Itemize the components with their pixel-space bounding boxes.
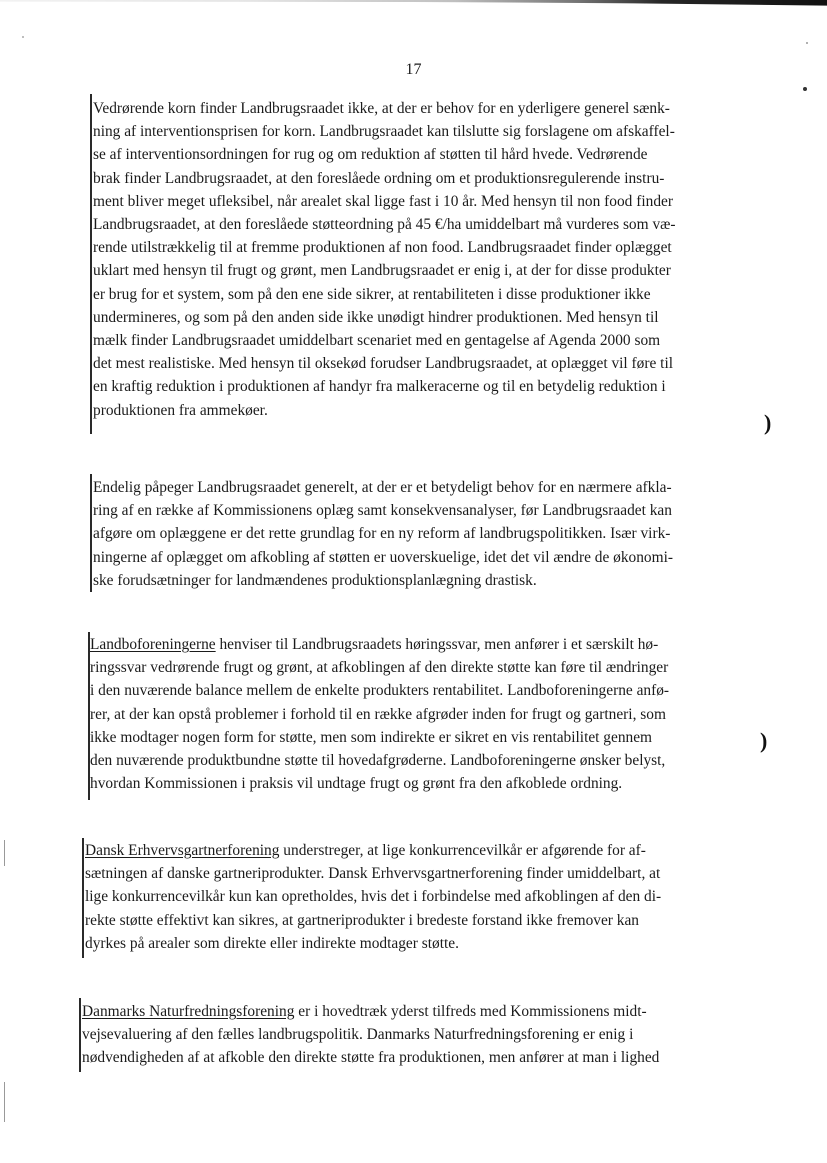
text-line: en kraftig reduktion i produktionen af handyr fra malkeracerne og til en betydelig reduktion i (93, 378, 666, 396)
text-line: ment bliver meget ufleksibel, når arealet skal ligge fast i 10 år. Med hensyn til non food finder (93, 192, 673, 210)
text-line: ring af en række af Kommissionens oplæg samt konsekvensanalyser, før Landbrugsraadet kan (93, 502, 672, 520)
text-line: se af interventionsordningen for rug og om reduktion af støtten til hård hvede. Vedrørende (93, 146, 648, 164)
text-fragment: er i hovedtræk yderst tilfreds med Kommissionens midt- (294, 1003, 647, 1020)
text-line: uklart med hensyn til frugt og grønt, men Landbrugsraadet er enig i, at der for disse produkter (93, 262, 671, 280)
scan-edge-mark (4, 1082, 5, 1122)
text-fragment: understreger, at lige konkurrencevilkår er afgørende for af- (279, 842, 646, 859)
punch-hole-mark: ) (760, 728, 768, 753)
scan-top-edge (0, 0, 827, 8)
scan-speck (22, 36, 24, 38)
margin-line (82, 838, 84, 958)
text-line: ringssvar vedrørende frugt og grønt, at afkoblingen af den direkte støtte kan føre til ændringer (90, 659, 669, 677)
text-line: den nuværende produktbundne støtte til hovedafgrøderne. Landboforeningerne ønsker belyst, (90, 752, 666, 770)
text-line: ikke modtager nogen form for støtte, men som indirekte er sikret en vis rentabilitet gennem (90, 728, 653, 746)
text-line: ning af interventionsprisen for korn. Landbrugsraadet kan tilslutte sig forslagene om afskaffel- (93, 123, 675, 141)
margin-line (90, 474, 92, 592)
text-line: afgøre om oplæggene er det rette grundlag for en ny reform af landbrugspolitikken. Især virk- (93, 525, 671, 543)
text-line: rende utilstrækkelig til at fremme produktionen af non food. Landbrugsraadet finder oplægget (93, 239, 672, 257)
page-number: 17 (405, 61, 422, 78)
text-line: Endelig påpeger Landbrugsraadet generelt, at der er et betydeligt behov for en nærmere afkla- (93, 479, 672, 496)
text-line: hvordan Kommissionen i praksis vil undtage frugt og grønt fra den afkoblede ordning. (90, 775, 623, 793)
paragraph-danmarks-naturfredningsforening (82, 1000, 659, 1070)
organization-name: Dansk Erhvervsgartnerforening (85, 842, 280, 859)
text-line: rekte støtte effektivt kan sikres, at gartneriprodukter i bredeste forstand ikke fremover kan (85, 911, 640, 929)
text-line: lige konkurrencevilkår kun kan opretholdes, hvis det i forbindelse med afkoblingen af den di- (85, 888, 662, 906)
text-line: nødvendigheden af at afkoble den direkte støtte fra produktionen, men anfører at man i lighed (82, 1049, 660, 1067)
scan-edge-mark (4, 840, 5, 866)
text-line: brak finder Landbrugsraadet, at den foreslåede ordning om et produktionsregulerende instru- (93, 169, 665, 187)
text-line: ske forudsætninger for landmændenes produktionsplanlægning drastisk. (93, 571, 537, 589)
text-line: dyrkes på arealer som direkte eller indirekte modtager støtte. (85, 934, 459, 952)
punch-hole-mark: ) (764, 410, 772, 435)
text-line: produktionen fra ammekøer. (93, 401, 268, 419)
margin-line (79, 998, 81, 1072)
text-line (90, 633, 669, 656)
text-line: vejsevaluering af den fælles landbrugspolitik. Danmarks Naturfredningsforening er enig i (82, 1026, 634, 1044)
scan-speck (806, 42, 808, 44)
organization-name: Danmarks Naturfredningsforening (82, 1003, 295, 1020)
margin-line (90, 94, 92, 434)
text-line (85, 839, 661, 862)
text-line: er brug for et system, som på den ene side sikrer, at rentabiliteten i disse produktioner ikke (93, 285, 651, 303)
text-line: Vedrørende korn finder Landbrugsraadet ikke, at der er behov for en yderligere generel sænk- (93, 100, 670, 117)
paragraph-landbrugsraadet-crops (93, 97, 676, 422)
text-line (82, 1000, 659, 1023)
text-line: rer, at der kan opstå problemer i forhold til en række afgrøder inden for frugt og gartneri, som (90, 705, 666, 723)
text-line: det mest realistiske. Med hensyn til oksekød forudser Landbrugsraadet, at oplægget vil føre til (93, 355, 674, 373)
organization-name: Landboforeningerne (90, 636, 216, 653)
paragraph-dansk-erhvervsgartnerforening (85, 839, 661, 955)
paragraph-landbrugsraadet-general (93, 476, 673, 592)
text-line: sætningen af danske gartneriprodukter. Dansk Erhvervsgartnerforening finder umiddelbart, at (85, 865, 661, 883)
text-line: ningerne af oplægget om afkobling af støtten er uoverskuelige, idet det vil ændre de økonomi- (93, 548, 673, 566)
text-fragment: henviser til Landbrugsraadets høringssvar, men anfører i et særskilt hø- (215, 636, 659, 653)
paragraph-landboforeningerne (90, 633, 669, 795)
text-line: undermineres, og som på den anden side ikke unødigt hindrer produktionen. Med hensyn til (93, 308, 659, 326)
text-line: mælk finder Landbrugsraadet umiddelbart scenariet med en gentagelse af Agenda 2000 som (93, 332, 661, 350)
text-line: Landbrugsraadet, at den foreslåede støtteordning på 45 €/ha umiddelbart må vurderes som væ- (93, 216, 676, 234)
scan-speck (803, 87, 807, 91)
text-line: i den nuværende balance mellem de enkelte produkters rentabilitet. Landboforeningerne anfø- (90, 682, 670, 700)
